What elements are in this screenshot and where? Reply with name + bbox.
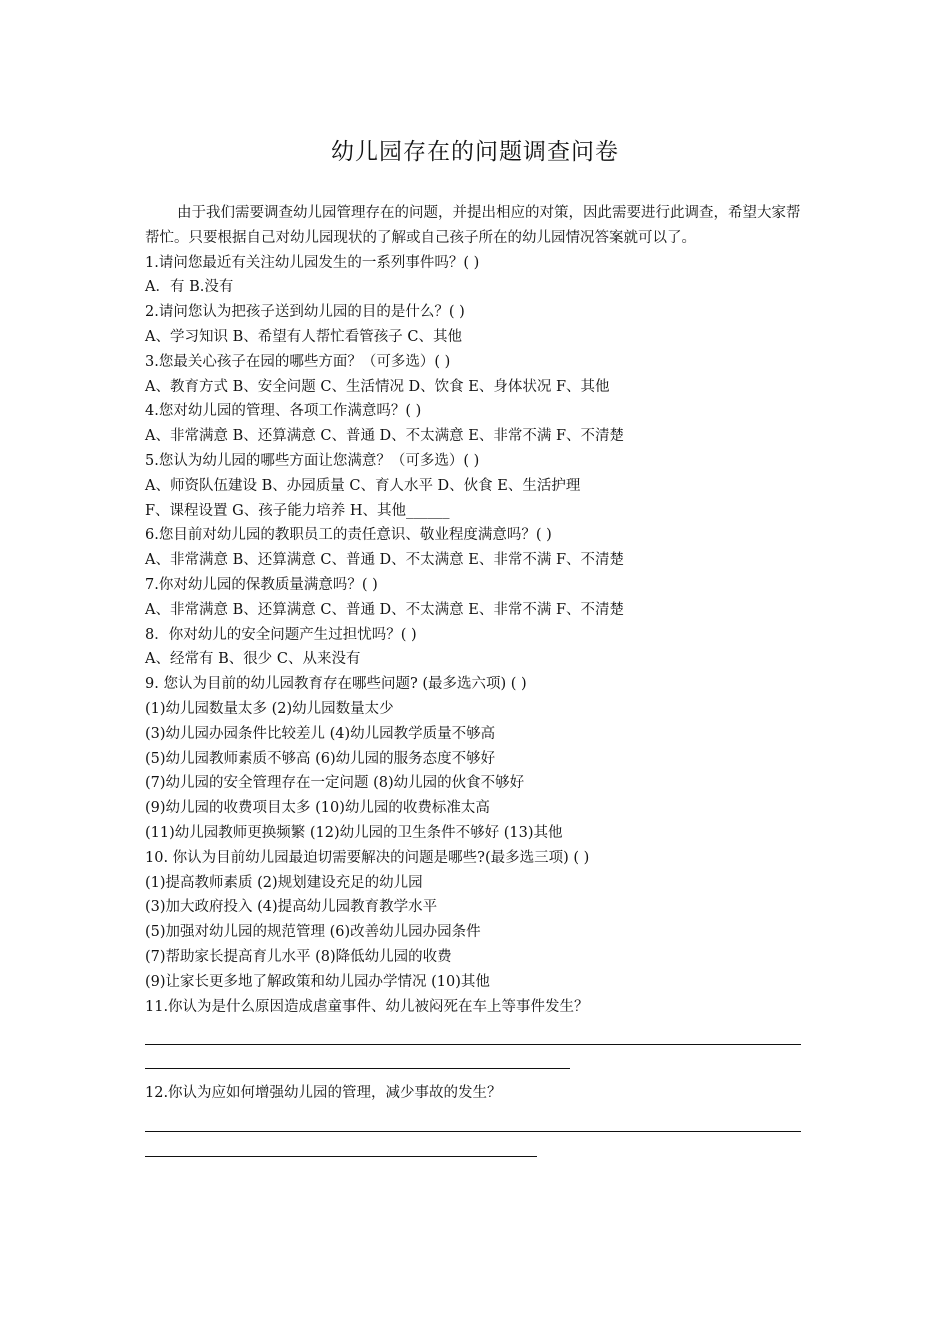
question-11: 11.你认为是什么原因造成虐童事件、幼儿被闷死在车上等事件发生？	[145, 998, 589, 1015]
options-2: A、学习知识 B、希望有人帮忙看管孩子 C、其他	[145, 328, 462, 345]
questionnaire-body	[145, 201, 807, 1157]
question-5: 5.您认为幼儿园的哪些方面让您满意？（可多选）( )	[145, 452, 480, 469]
question-8: 8．你对幼儿的安全问题产生过担忧吗？( )	[145, 626, 417, 643]
question-7: 7.你对幼儿园的保教质量满意吗？( )	[145, 576, 378, 593]
question-4: 4.您对幼儿园的管理、各项工作满意吗？( )	[145, 403, 422, 420]
options-9-line5: (9)幼儿园的收费项目太多 (10)幼儿园的收费标准太高	[145, 800, 490, 817]
options-3: A、教育方式 B、安全问题 C、生活情况 D、饮食 E、身体状况 F、其他	[145, 378, 610, 395]
options-9-line4: (7)幼儿园的安全管理存在一定问题 (8)幼儿园的伙食不够好	[145, 775, 525, 792]
question-6: 6.您目前对幼儿园的教职员工的责任意识、敬业程度满意吗？( )	[145, 527, 552, 544]
options-9-line2: (3)幼儿园办园条件比较差儿 (4)幼儿园教学质量不够高	[145, 725, 496, 742]
options-9-line3: (5)幼儿园教师素质不够高 (6)幼儿园的服务态度不够好	[145, 750, 496, 767]
question-12: 12.你认为应如何增强幼儿园的管理，减少事故的发生？	[145, 1085, 502, 1102]
page-title: 幼儿园存在的问题调查问卷	[331, 139, 619, 165]
question-9: 9. 您认为目前的幼儿园教育存在哪些问题? (最多选六项) ( )	[145, 676, 527, 693]
question-10: 10. 你认为目前幼儿园最迫切需要解决的问题是哪些?(最多选三项) ( )	[145, 849, 590, 866]
options-5a: A、师资队伍建设 B、办园质量 C、育人水平 D、伙食 E、生活护理	[145, 477, 581, 494]
options-10-line3: (5)加强对幼儿园的规范管理 (6)改善幼儿园办园条件	[145, 924, 481, 941]
answer-line-12b	[145, 1156, 537, 1157]
options-8: A、经常有 B、很少 C、从来没有	[145, 651, 361, 668]
options-7: A、非常满意 B、还算满意 C、普通 D、不太满意 E、非常不满 F、不清楚	[145, 601, 625, 618]
question-3: 3.您最关心孩子在园的哪些方面？（可多选）( )	[145, 353, 451, 370]
question-2: 2.请问您认为把孩子送到幼儿园的目的是什么？( )	[145, 304, 465, 321]
options-9-line1: (1)幼儿园数量太多 (2)幼儿园数量太少	[145, 700, 394, 717]
options-9-line6: (11)幼儿园教师更换频繁 (12)幼儿园的卫生条件不够好 (13)其他	[145, 824, 563, 841]
options-1: A．有 B.没有	[145, 279, 234, 296]
options-5b: F、课程设置 G、孩子能力培养 H、其他______	[145, 502, 450, 519]
options-10-line1: (1)提高教师素质 (2)规划建设充足的幼儿园	[145, 874, 423, 891]
intro-paragraph: 由于我们需要调查幼儿园管理存在的问题，并提出相应的对策，因此需要进行此调查，希望大家帮帮忙。只要根据自己对幼儿园现状的了解或自己孩子所在的幼儿园情况答案就可以了。	[145, 205, 801, 246]
options-10-line5: (9)让家长更多地了解政策和幼儿园办学情况 (10)其他	[145, 973, 490, 990]
options-4: A、非常满意 B、还算满意 C、普通 D、不太满意 E、非常不满 F、不清楚	[145, 428, 625, 445]
options-10-line2: (3)加大政府投入 (4)提高幼儿园教育教学水平	[145, 899, 438, 916]
options-6: A、非常满意 B、还算满意 C、普通 D、不太满意 E、非常不满 F、不清楚	[145, 552, 625, 569]
options-10-line4: (7)帮助家长提高育儿水平 (8)降低幼儿园的收费	[145, 948, 452, 965]
question-1: 1.请问您最近有关注幼儿园发生的一系列事件吗？( )	[145, 254, 480, 271]
